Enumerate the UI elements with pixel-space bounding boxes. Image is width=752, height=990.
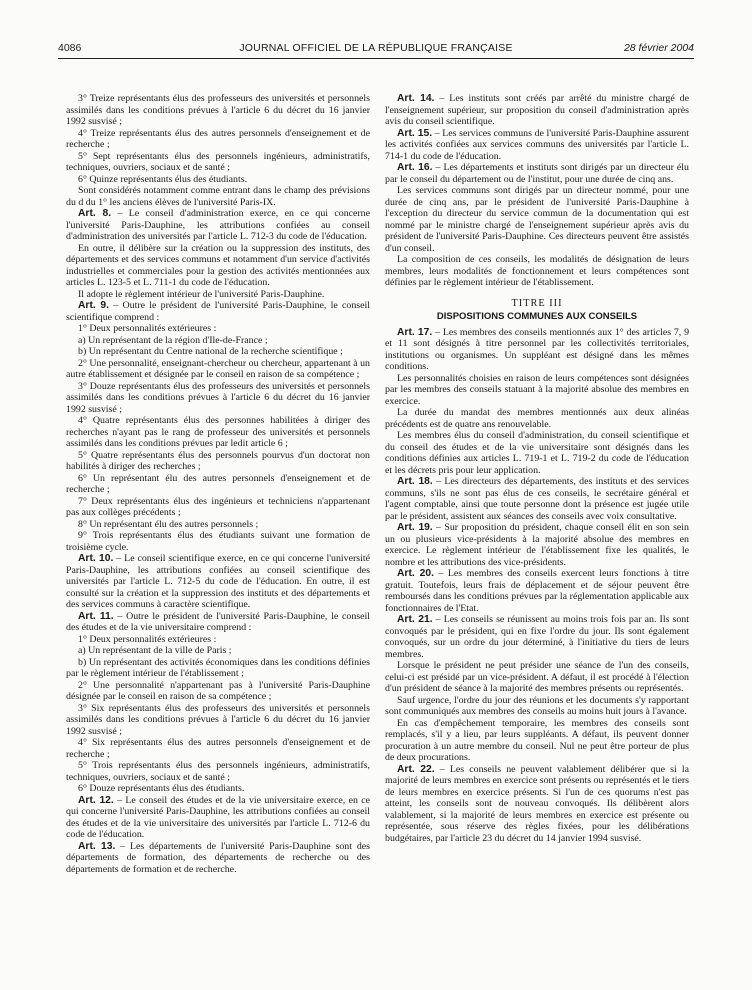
- article-paragraph: Art. 17. – Les membres des conseils mentionnés aux 1° des articles 7, 9 et 11 sont désignés à titre personnel par les collectivités territoriales, institutions ou organismes. Un suppléant est désigné dans les mêmes conditions.: [385, 326, 689, 372]
- article-paragraph: Art. 11. – Outre le président de l'université Paris-Dauphine, le conseil des études et de la vie universitaire comprend :: [66, 610, 370, 633]
- article-number: Art. 11.: [78, 610, 114, 622]
- paragraph-text: 3° Douze représentants élus des professeurs des universités et personnels assimilés dans les conditions prévues à l'article 6 du décret du 16 janvier 1992 susvisé ;: [66, 380, 370, 415]
- paragraph: [66, 783, 370, 795]
- paragraph-text: Le conseil d'administration exerce, en ce qui concerne l'université Paris-Dauphine, les attributions confiées au conseil d'administration des universités par l'article L. 712-3 du code de l'éducation.: [66, 208, 370, 242]
- article-number: Art. 22.: [397, 763, 435, 775]
- paragraph-text: 3° Six représentants élus des professeurs des universités et personnels assimilés dans les conditions prévues à l'article 6 du décret du 16 janvier 1992 susvisé ;: [66, 702, 370, 737]
- paragraph-text: Les services communs de l'université Paris-Dauphine assurent les activités confiées aux services communs des universités par l'article L. 714-1 du code de l'éducation.: [385, 127, 689, 162]
- paragraph: [385, 430, 689, 476]
- paragraph-text: a) Un représentant de la région d'Ile-de-France ;: [78, 334, 268, 346]
- paragraph: [385, 185, 689, 254]
- article-paragraph: Art. 9. – Outre le président de l'université Paris-Dauphine, le conseil scientifique comprend :: [66, 300, 370, 323]
- paragraph-text: b) Un représentant des activités économiques dans les conditions définies par le règlement intérieur de l'établissement ;: [66, 656, 370, 679]
- paragraph: [66, 530, 370, 553]
- paragraph-text: 7° Deux représentants élus des ingénieurs et techniciens n'appartenant pas aux collèges précédents ;: [66, 495, 370, 518]
- paragraph-text: 6° Douze représentants élus des étudiants.: [78, 783, 245, 794]
- paragraph-text: Les membres des conseils mentionnés aux 1° des articles 7, 9 et 11 sont désignés à titre personnel par les collectivités territoriales, institutions ou organismes. Un suppléant est désigné dans les mêmes conditions.: [385, 326, 689, 372]
- paragraph: [66, 243, 370, 289]
- paragraph-text: En outre, il délibère sur la création ou la suppression des instituts, des départements et des services communs et notamment d'un service d'activités industrielles et commerciales pour la gestion des activités mentionnées aux articles L. 123-5 et L. 711-1 du code de l'éducation.: [66, 242, 370, 288]
- paragraph-text: 9° Trois représentants élus des étudiants suivant une formation de troisième cycle.: [66, 530, 370, 553]
- paragraph: [385, 373, 689, 408]
- article-paragraph: Art. 19. – Sur proposition du président, chaque conseil élit en son sein un ou plusieurs vice-présidents à la majorité absolue des membres en exercice. Le règlement intérieur de l'établissement fixe les qualités, le nombre et les attributions des vice-présidents.: [385, 522, 689, 568]
- article-number: Art. 21.: [397, 614, 433, 625]
- paragraph-text: 2° Une personnalité n'appartenant pas à l'université Paris-Dauphine désignée par le conseil en raison de sa compétence ;: [66, 679, 370, 702]
- paragraph-text: 1° Deux personnalités extérieures :: [78, 323, 217, 334]
- paragraph: [385, 718, 689, 764]
- paragraph-text: Il adopte le règlement intérieur de l'université Paris-Dauphine.: [78, 288, 325, 300]
- paragraph: [66, 657, 370, 680]
- paragraph-text: Les départements de l'université Paris-Dauphine sont des départements de formation, des départements de recherche ou des départements de formation et de recherche.: [66, 840, 370, 875]
- paragraph: [66, 128, 370, 151]
- article-paragraph: Art. 13. – Les départements de l'université Paris-Dauphine sont des départements de formation, des départements de recherche ou des départements de formation et de recherche.: [66, 840, 370, 875]
- article-number: Art. 9.: [78, 300, 109, 311]
- article-number: Art. 18.: [397, 476, 433, 487]
- paragraph-text: Les conseils se réunissent au moins trois fois par an. Ils sont convoqués par le président, qui en fixe l'ordre du jour. Ils sont également convoqués, sur un ordre du jour déterminé, à l'initiative du tiers de leurs membres.: [385, 614, 689, 660]
- paragraph: [66, 381, 370, 416]
- article-paragraph: Art. 10. – Le conseil scientifique exerce, en ce qui concerne l'université Paris-Dauphine, les attributions confiées au conseil scientifique des universités par l'article L. 712-5 du code de l'éducation. En outre, il est consulté sur la création et la suppression des instituts et des départements et des services communs à caractère scientifique.: [66, 553, 370, 610]
- paragraph: [66, 473, 370, 496]
- paragraph-text: 5° Quatre représentants élus des personnels pourvus d'un doctorat non habilités à diriger des recherches ;: [66, 449, 370, 472]
- paragraph: [66, 680, 370, 703]
- paragraph-text: Les membres élus du conseil d'administration, du conseil scientifique et du conseil des études et de la vie universitaire sont désignés dans les conditions définies aux articles L. 719-1 et L. 719-2 du code de l'éducation et les décrets pris pour leur application.: [385, 430, 689, 476]
- paragraph-text: En cas d'empêchement temporaire, les membres des conseils sont remplacés, s'il y a lieu, par leurs suppléants. A défaut, ils peuvent donner procuration à un autre membre du conseil. Nul ne peut être porteur de plus de deux procurations.: [385, 717, 689, 763]
- paragraph: [66, 93, 370, 128]
- article-paragraph: Art. 21. – Les conseils se réunissent au moins trois fois par an. Ils sont convoqués par le président, qui en fixe l'ordre du jour. Ils sont également convoqués, sur un ordre du jour déterminé, à l'initiative du tiers de leurs membres.: [385, 614, 689, 660]
- article-paragraph: Art. 14. – Les instituts sont créés par arrêté du ministre chargé de l'enseignement supérieur, sur proposition du conseil d'administration après avis du conseil scientifique.: [385, 93, 689, 127]
- paragraph: [66, 185, 370, 208]
- paragraph: [66, 703, 370, 738]
- paragraph-text: Les instituts sont créés par arrêté du ministre chargé de l'enseignement supérieur, sur proposition du conseil d'administration après avis du conseil scientifique.: [385, 93, 689, 127]
- paragraph: [66, 450, 370, 473]
- article-number: Art. 10.: [78, 553, 114, 564]
- paragraph: [66, 151, 370, 174]
- paragraph-text: a) Un représentant de la ville de Paris ;: [78, 645, 232, 656]
- article-paragraph: Art. 12. – Le conseil des études et de la vie universitaire exerce, en ce qui concerne l'université Paris-Dauphine, les attributions confiées au conseil des études et de la vie universitaire des universités par l'article L. 712-6 du code de l'éducation.: [66, 794, 370, 840]
- section-subtitle: DISPOSITIONS COMMUNES AUX CONSEILS: [436, 311, 638, 322]
- article-number: Art. 15.: [397, 127, 433, 139]
- article-number: Art. 14.: [397, 93, 435, 104]
- paragraph: [66, 358, 370, 381]
- paragraph: [66, 496, 370, 519]
- paragraph-text: Les départements et instituts sont dirigés par un directeur élu par le conseil du département ou de l'institut, pour une durée de cinq ans.: [385, 162, 689, 185]
- paragraph-text: 8° Un représentant élu des autres personnels ;: [78, 518, 259, 530]
- paragraph-text: Les directeurs des départements, des instituts et des services communs, s'ils ne sont pas élus de ces conseils, le secrétaire général et l'agent comptable, ainsi que toute personne dont la présence est jugée utile par le président, assistent aux séances des conseils avec voix consultative.: [385, 476, 689, 522]
- paragraph-text: 6° Quinze représentants élus des étudiants.: [78, 173, 248, 185]
- paragraph-text: 2° Une personnalité, enseignant-chercheur ou chercheur, appartenant à un autre établissement et désignée par le conseil en raison de sa compétence ;: [66, 357, 370, 380]
- paragraph-text: La durée du mandat des membres mentionnés aux deux alinéas précédents est de quatre ans renouvelable.: [385, 407, 689, 430]
- paragraph-text: Lorsque le président ne peut présider une séance de l'un des conseils, celui-ci est présidé par un vice-président. A défaut, il est procédé à l'élection d'un président de séance à la majorité des membres présents ou représentés.: [385, 660, 689, 694]
- paragraph-text: Les services communs sont dirigés par un directeur nommé, pour une durée de cinq ans, par le président de l'université Paris-Dauphine à l'exception du directeur du service commun de la documentation qui est nommé par le ministre chargé de l'enseignement supérieur après avis du président de l'université Paris-Dauphine. Ces directeurs peuvent être assistés d'un conseil.: [385, 185, 689, 254]
- paragraph-text: Le conseil scientifique exerce, en ce qui concerne l'université Paris-Dauphine, les attributions confiées au conseil scientifique des universités par l'article L. 712-5 du code de l'éducation. En outre, il est consulté sur la création et la suppression des instituts et des départements et des services communs à caractère scientifique.: [66, 553, 370, 610]
- paragraph: [385, 407, 689, 430]
- paragraph: [66, 737, 370, 760]
- paragraph-text: Sont considérés notamment comme entrant dans le champ des prévisions du d du 1° les anciens élèves de l'université Paris-IX.: [66, 185, 370, 208]
- paragraph: [66, 645, 370, 657]
- paragraph: [66, 174, 370, 186]
- paragraph-text: 1° Deux personnalités extérieures :: [78, 633, 217, 645]
- paragraph: [66, 415, 370, 450]
- paragraph-text: 5° Trois représentants élus des personnels ingénieurs, administratifs, techniques, ouvriers, sociaux et de santé ;: [66, 760, 370, 783]
- paragraph-text: Les conseils ne peuvent valablement délibérer que si la majorité de leurs membres en exercice sont présents ou représentés et le tiers de leurs membres en exercice présents. Si l'un de ces quorums n'est pas atteint, les conseils sont de nouveau convoqués. Ils délibèrent alors valablement, si la majorité de leurs membres en exercice est présente ou représentée, sous réserve des règles fixées, pour les délibérations budgétaires, par l'article 23 du décret du 14 janvier 1994 susvisé.: [385, 763, 689, 844]
- article-paragraph: Art. 20. – Les membres des conseils exercent leurs fonctions à titre gratuit. Toutefois, leurs frais de déplacement et de séjour peuvent être remboursés dans les conditions prévues par la réglementation applicable aux fonctionnaires de l'Etat.: [385, 568, 689, 614]
- paragraph-text: Sauf urgence, l'ordre du jour des réunions et les documents s'y rapportant sont communiqués aux membres des conseils au moins huit jours à l'avance.: [385, 694, 689, 717]
- paragraph: [66, 335, 370, 347]
- paragraph-text: 4° Six représentants élus des autres personnels d'enseignement et de recherche ;: [66, 737, 370, 760]
- paragraph-text: 4° Quatre représentants élus des personnes habilitées à diriger des recherches n'ayant pas le rang de professeur des universités et personnels assimilés dans les conditions prévues par ledit article 6 ;: [66, 415, 370, 449]
- paragraph-text: 4° Treize représentants élus des autres personnels d'enseignement et de recherche ;: [66, 127, 370, 150]
- paragraph: [66, 289, 370, 301]
- paragraph: [66, 346, 370, 358]
- paragraph: [66, 323, 370, 335]
- article-number: Art. 12.: [78, 794, 114, 806]
- article-number: Art. 20.: [397, 568, 434, 579]
- paragraph: [385, 254, 689, 289]
- paragraph: [66, 760, 370, 783]
- paragraph-text: b) Un représentant du Centre national de la recherche scientifique ;: [78, 346, 343, 357]
- paragraph-text: Sur proposition du président, chaque conseil élit en son sein un ou plusieurs vice-présidents à la majorité absolue des membres en exercice. Le règlement intérieur de l'établissement fixe les qualités, le nombre et les attributions des vice-présidents.: [385, 522, 689, 568]
- publication-date: 28 février 2004: [623, 42, 694, 54]
- paragraph-text: 3° Treize représentants élus des professeurs des universités et personnels assimilés dans les conditions prévues à l'article 6 du décret du 16 janvier 1992 susvisé ;: [66, 93, 370, 127]
- article-number: Art. 16.: [397, 162, 433, 173]
- article-paragraph: Art. 8. – Le conseil d'administration exerce, en ce qui concerne l'université Paris-Dauphine, les attributions confiées au conseil d'administration des universités par l'article L. 712-3 du code de l'éducation.: [66, 208, 370, 242]
- paragraph: [385, 695, 689, 718]
- paragraph-text: Outre le président de l'université Paris-Dauphine, le conseil des études et de la vie universitaire comprend :: [66, 610, 370, 633]
- article-paragraph: Art. 22. – Les conseils ne peuvent valablement délibérer que si la majorité de leurs membres en exercice sont présents ou représentés et le tiers de leurs membres en exercice présents. Si l'un de ces quorums n'est pas atteint, les conseils sont de nouveau convoqués. Ils délibèrent alors valablement, si la majorité de leurs membres en exercice est présente ou représentée, sous réserve des règles fixées, pour les délibérations budgétaires, par l'article 23 du décret du 14 janvier 1994 susvisé.: [385, 763, 689, 844]
- left-column: [66, 93, 370, 973]
- article-paragraph: Art. 18. – Les directeurs des départements, des instituts et des services communs, s'ils ne sont pas élus de ces conseils, le secrétaire général et l'agent comptable, ainsi que toute personne dont la présence est jugée utile par le président, assistent aux séances des conseils avec voix consultative.: [385, 476, 689, 522]
- paragraph-text: 6° Un représentant élu des autres personnels d'enseignement et de recherche ;: [66, 472, 370, 495]
- paragraph-text: 5° Sept représentants élus des personnels ingénieurs, administratifs, techniques, ouvriers, sociaux et de santé ;: [66, 150, 370, 173]
- paragraph-text: Outre le président de l'université Paris-Dauphine, le conseil scientifique comprend :: [66, 300, 370, 323]
- article-number: Art. 19.: [397, 522, 433, 533]
- paragraph-text: Les membres des conseils exercent leurs fonctions à titre gratuit. Toutefois, leurs frais de déplacement et de séjour peuvent être remboursés dans les conditions prévues par la réglementation applicable aux fonctionnaires de l'Etat.: [385, 568, 689, 614]
- paragraph: [66, 519, 370, 531]
- article-paragraph: Art. 15. – Les services communs de l'université Paris-Dauphine assurent les activités confiées aux services communs des universités par l'article L. 714-1 du code de l'éducation.: [385, 127, 689, 162]
- article-number: Art. 13.: [78, 840, 116, 852]
- journal-title: JOURNAL OFFICIEL DE LA RÉPUBLIQUE FRANÇAISE: [239, 42, 513, 54]
- page-number: 4086: [58, 42, 82, 54]
- article-number: Art. 8.: [78, 208, 112, 219]
- paragraph-text: Le conseil des études et de la vie universitaire exerce, en ce qui concerne l'université Paris-Dauphine, les attributions confiées au conseil des études et de la vie universitaire des universités par l'article L. 712-6 du code de l'éducation.: [66, 794, 370, 840]
- article-number: Art. 17.: [397, 326, 433, 338]
- paragraph: [385, 660, 689, 695]
- page-header: [58, 42, 694, 58]
- paragraph-text: Les personnalités choisies en raison de leurs compétences sont désignées par les membres des conseils statuant à la majorité absolue des membres en exercice.: [385, 372, 689, 407]
- right-column: [385, 93, 689, 973]
- section-title: TITRE III: [511, 297, 563, 309]
- paragraph-text: La composition de ces conseils, les modalités de désignation de leurs membres, leurs modalités de fonctionnement et leurs compétences sont définies par le règlement intérieur de l'établissement.: [385, 254, 689, 288]
- article-paragraph: Art. 16. – Les départements et instituts sont dirigés par un directeur élu par le conseil du département ou de l'institut, pour une durée de cinq ans.: [385, 162, 689, 185]
- paragraph: [66, 634, 370, 646]
- header-rule: [58, 58, 694, 59]
